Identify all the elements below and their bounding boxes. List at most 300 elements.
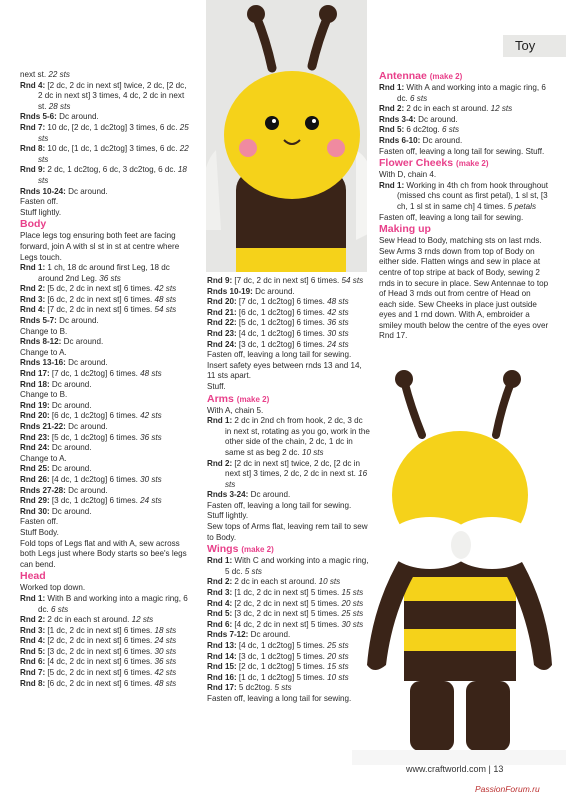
pattern-text (207, 522, 370, 543)
round-label: Rnd 1: (20, 263, 46, 273)
pattern-round (207, 652, 370, 663)
round-label: Rnd 2: (20, 284, 46, 294)
round-label: Rnds 7-12: (207, 630, 249, 640)
round-instruction: Fasten off, leaving a long tail for sewing. Insert safety eyes between rnds 13 and 14, 11 sts apart. (207, 350, 362, 381)
round-instruction: [6 dc, 2 dc in next st] 6 times. (45, 294, 155, 304)
stitch-count: 12 sts (131, 615, 154, 625)
stitch-count: 6 sts (410, 93, 428, 103)
stitch-count: 5 sts (274, 683, 292, 693)
round-instruction: 2 dc in 2nd ch from hook, 2 dc, 3 dc in next st, rotating as you go, work in the other side of the chain, 2 dc, 1 dc in same st as beg 2 dc. (225, 416, 370, 457)
pattern-round (207, 276, 370, 287)
round-instruction: Dc around. (49, 443, 92, 453)
stitch-count: 18 sts (38, 165, 187, 185)
stitch-count: 28 sts (48, 101, 71, 111)
round-instruction: [3 dc, 2 dc in next st] 5 times. (232, 609, 342, 619)
stitch-count: 6 sts (442, 125, 460, 135)
round-instruction: Sew tops of Arms flat, leaving rem tail to sew to Body. (207, 522, 368, 542)
round-label: Rnd 1: (207, 556, 233, 566)
round-label: Rnd 5: (379, 125, 405, 135)
pattern-round (20, 657, 192, 668)
round-label: Rnds 6-10: (379, 135, 421, 145)
pattern-round (379, 115, 549, 126)
round-instruction: next st. (20, 70, 49, 79)
round-instruction: [2 dc, 1 dc2tog] 5 times. (236, 662, 328, 672)
round-label: Rnds 10-24: (20, 186, 66, 196)
pattern-round (20, 295, 192, 306)
round-instruction: Change to A. (20, 347, 67, 357)
round-instruction: Stuff Body. (20, 527, 59, 537)
pattern-round (207, 287, 370, 298)
round-label: Rnd 17: (20, 369, 50, 379)
round-instruction: [5 dc, 1 dc2tog] 6 times. (236, 318, 328, 328)
round-label: Rnd 22: (207, 318, 237, 328)
stitch-count: 48 sts (154, 294, 177, 304)
round-instruction: 2 dc, 1 dc2tog, 6 dc, 3 dc2tog, 6 dc. (45, 165, 178, 175)
pattern-round (20, 284, 192, 295)
stitch-count: 20 sts (327, 651, 349, 661)
round-label: Rnd 23: (20, 432, 50, 442)
round-label: Rnds 21-22: (20, 422, 66, 431)
section-heading (207, 543, 370, 556)
stitch-count: 24 sts (140, 496, 162, 506)
round-instruction: Stuff. (207, 381, 226, 391)
stitch-count: 42 sts (154, 284, 177, 294)
round-label: Rnd 1: (379, 83, 405, 92)
stitch-count: 48 sts (154, 678, 177, 688)
pattern-round (20, 668, 192, 679)
round-instruction: [5 dc, 2 dc in next st] 6 times. (45, 668, 155, 678)
pattern-round (207, 662, 370, 673)
round-label: Rnd 20: (207, 297, 237, 307)
round-instruction: [4 dc, 2 dc in next st] 5 times. (232, 619, 342, 629)
stitch-count: 22 sts (38, 144, 189, 164)
heading-text: Flower Cheeks (379, 157, 454, 170)
stitch-count: 25 sts (341, 609, 364, 619)
pattern-round (20, 679, 192, 690)
round-label: Rnd 4: (20, 80, 46, 90)
pattern-round (207, 609, 370, 620)
round-label: Rnds 5-6: (20, 112, 57, 122)
pattern-round (20, 380, 192, 391)
round-instruction: Fasten off. (20, 517, 59, 527)
round-instruction: 5 dc2tog. (236, 683, 275, 693)
round-label: Rnds 27-28: (20, 485, 66, 495)
round-label: Rnd 6: (207, 619, 233, 629)
round-instruction: [7 dc, 2 dc in next st] 6 times. (45, 305, 155, 315)
round-instruction: [5 dc, 1 dc2tog] 6 times. (49, 432, 141, 442)
stitch-count: 48 sts (140, 369, 162, 379)
round-instruction: [6 dc, 1 dc2tog] 6 times. (49, 411, 141, 421)
round-label: Rnd 9: (20, 165, 46, 175)
round-instruction: Dc around. (65, 186, 108, 196)
pattern-round (20, 433, 192, 444)
round-instruction: Stuff lightly. (20, 207, 62, 217)
bee-back-photo (352, 365, 566, 765)
round-instruction: [4 dc, 2 dc in next st] 6 times. (45, 657, 155, 667)
heading-text: Making up (379, 223, 431, 236)
stitch-count: 5 sts (244, 566, 262, 576)
pattern-round (379, 136, 549, 147)
round-instruction: Fasten off, leaving a long tail for sewing. (207, 693, 352, 703)
round-instruction: 2 dc in each st around. (45, 615, 132, 625)
pattern-round (20, 636, 192, 647)
pattern-text (20, 327, 192, 338)
pattern-round (207, 329, 370, 340)
round-label: Rnds 5-7: (20, 316, 57, 326)
round-instruction: [2 dc, 2 dc in next st] 5 times. (232, 598, 342, 608)
round-label: Rnd 2: (20, 615, 46, 625)
stitch-count: 22 sts (48, 70, 70, 79)
pattern-round (207, 673, 370, 684)
stitch-count: 30 sts (341, 619, 364, 629)
pattern-round (207, 318, 370, 329)
pattern-round (20, 443, 192, 454)
pattern-round (20, 305, 192, 316)
stitch-count: 10 sts (301, 447, 324, 457)
round-instruction: [6 dc, 2 dc in next st] 6 times. (45, 678, 155, 688)
pattern-round (20, 411, 192, 422)
round-label: Rnd 8: (20, 144, 46, 154)
pattern-text (20, 454, 192, 465)
pattern-text (20, 208, 192, 219)
round-instruction: Working in 4th ch from hook throughout (missed chs count as first petal), 1 sl st, [3 ch, 1 sl st in same ch] 4 times. (397, 180, 549, 211)
heading-text: Wings (207, 543, 239, 556)
watermark: PassionForum.ru (475, 784, 540, 794)
round-instruction: Fold tops of Legs flat and with A, sew across both Legs just where Body starts so bee's legs can bend. (20, 538, 187, 569)
round-instruction: Dc around. (65, 358, 108, 368)
stitch-count: 10 sts (327, 672, 349, 682)
pattern-text (207, 694, 370, 705)
round-instruction: With D, chain 4. (379, 170, 437, 180)
round-instruction: Dc around. (49, 506, 92, 516)
pattern-text (207, 501, 370, 512)
round-label: Rnd 2: (207, 577, 233, 587)
heading-text: Arms (207, 392, 234, 405)
stitch-count: 24 sts (327, 339, 349, 349)
round-label: Rnd 8: (20, 678, 46, 688)
pattern-round (20, 594, 192, 615)
round-instruction: Stuff lightly. (207, 511, 249, 521)
stitch-count: 12 sts (490, 104, 513, 114)
pattern-round (20, 496, 192, 507)
pattern-text (20, 70, 192, 81)
stitch-count: 24 sts (154, 636, 177, 646)
pattern-round (20, 187, 192, 198)
round-label: Rnd 17: (207, 683, 237, 693)
pattern-round (20, 615, 192, 626)
round-label: Rnd 2: (207, 458, 233, 468)
round-label: Rnd 1: (207, 416, 233, 426)
round-label: Rnd 29: (20, 496, 50, 506)
round-instruction: [3 dc, 1 dc2tog] 5 times. (236, 651, 328, 661)
round-instruction: [3 dc, 1 dc2tog] 6 times. (49, 496, 141, 506)
pattern-round (207, 556, 370, 577)
bee-face-photo (206, 0, 367, 272)
stitch-count: 25 sts (38, 122, 189, 143)
stitch-count: 30 sts (154, 646, 177, 656)
pattern-text (20, 539, 192, 571)
pattern-round (207, 588, 370, 599)
pattern-text (20, 583, 192, 594)
round-instruction: Change to A. (20, 453, 67, 463)
pattern-round (20, 369, 192, 380)
round-instruction: With A and working into a magic ring, 6 dc. (397, 83, 546, 103)
stitch-count: 42 sts (140, 411, 162, 421)
pattern-text (379, 147, 549, 158)
make-count: (make 2) (241, 545, 274, 555)
round-label: Rnd 3: (20, 625, 46, 635)
round-instruction: [6 dc, 1 dc2tog] 6 times. (236, 307, 328, 317)
pattern-round (20, 358, 192, 369)
round-instruction: [4 dc, 1 dc2tog] 5 times. (236, 641, 328, 650)
round-label: Rnd 19: (20, 400, 50, 410)
stitch-count: 36 sts (154, 657, 177, 667)
pattern-round (20, 464, 192, 475)
column-1 (20, 70, 192, 689)
pattern-text (20, 517, 192, 528)
pattern-round (20, 337, 192, 348)
heading-text: Head (20, 570, 46, 583)
round-instruction: Fasten off, leaving a long tail for sewing. (379, 212, 524, 222)
stitch-count: 15 sts (327, 662, 349, 672)
stitch-count: 10 sts (318, 577, 341, 587)
round-label: Rnd 20: (20, 411, 50, 421)
pattern-round (20, 316, 192, 327)
round-label: Rnd 1: (379, 180, 405, 190)
pattern-round (20, 647, 192, 658)
stitch-count: 54 sts (341, 276, 364, 285)
stitch-count: 5 petals (507, 201, 537, 211)
round-label: Rnds 13-16: (20, 358, 66, 368)
round-instruction: 10 dc, [1 dc, 1 dc2tog] 3 times, 6 dc. (45, 144, 180, 154)
stitch-count: 36 sts (99, 273, 121, 283)
heading-text: Antennae (379, 70, 427, 82)
round-label: Rnds 10-19: (207, 286, 253, 296)
round-instruction: Dc around. (49, 400, 92, 410)
round-instruction: Change to B. (20, 326, 68, 336)
round-instruction: Dc around. (248, 490, 291, 500)
pattern-round (379, 181, 549, 213)
round-instruction: Dc around. (56, 316, 99, 326)
section-heading (379, 157, 549, 170)
pattern-round (207, 308, 370, 319)
stitch-count: 48 sts (327, 297, 349, 307)
round-instruction: [7 dc, 2 dc in next st] 6 times. (232, 276, 342, 285)
round-instruction: Sew Head to Body, matching sts on last rnds. Sew Arms 3 rnds down from top of Body on either side. Flatten wings and sew in place at centre of top stripe at back of Body, sewing 2 rnds in to secure in place. Sew Antennae to top of Head 3 rnds out from centre of Head on each side. Sew Cheeks in place just outside eyes and 1 rnd down. With A, embroider a smiley mouth below the centre of the eyes over Rnd 17. (379, 236, 549, 341)
round-label: Rnd 5: (207, 609, 233, 619)
pattern-round (207, 416, 370, 458)
stitch-count: 20 sts (341, 598, 364, 608)
round-label: Rnds 3-4: (379, 114, 416, 124)
pattern-round (20, 401, 192, 412)
stitch-count: 42 sts (327, 307, 349, 317)
round-instruction: [3 dc, 2 dc in next st] 6 times. (45, 646, 155, 656)
round-instruction: [5 dc, 2 dc in next st] 6 times. (45, 284, 155, 294)
pattern-text (379, 170, 549, 181)
pattern-round (379, 83, 549, 104)
round-instruction: [1 dc, 1 dc2tog] 5 times. (236, 672, 328, 682)
pattern-round (20, 123, 192, 144)
pattern-text (207, 406, 370, 417)
round-instruction: Change to B. (20, 390, 68, 400)
round-instruction: Dc around. (415, 114, 458, 124)
section-tab: Toy (503, 35, 566, 57)
stitch-count: 25 sts (327, 641, 349, 650)
round-label: Rnd 2: (379, 104, 405, 114)
round-label: Rnd 15: (207, 662, 237, 672)
stitch-count: 16 sts (225, 469, 368, 489)
pattern-round (207, 683, 370, 694)
stitch-count: 54 sts (154, 305, 177, 315)
section-heading (207, 393, 370, 406)
pattern-round (207, 297, 370, 308)
round-instruction: 6 dc2tog. (404, 125, 442, 135)
round-instruction: [7 dc, 1 dc2tog] 6 times. (236, 297, 328, 307)
pattern-round (20, 486, 192, 497)
round-instruction: 10 dc, [2 dc, 1 dc2tog] 3 times, 6 dc. (45, 122, 180, 132)
round-label: Rnd 4: (20, 305, 46, 315)
round-instruction: Dc around. (56, 112, 99, 122)
round-instruction: With A, chain 5. (207, 405, 264, 415)
round-instruction: With C and working into a magic ring, 5 dc. (225, 556, 369, 576)
pattern-round (20, 475, 192, 486)
pattern-round (207, 490, 370, 501)
round-instruction: [1 dc, 2 dc in next st] 6 times. (45, 625, 155, 635)
round-instruction: Dc around. (61, 337, 104, 347)
round-label: Rnd 26: (20, 474, 50, 484)
pattern-round (207, 340, 370, 351)
round-instruction: [4 dc, 1 dc2tog] 6 times. (236, 328, 328, 338)
round-instruction: Dc around. (420, 135, 463, 145)
stitch-count: 18 sts (154, 625, 177, 635)
pattern-text (20, 197, 192, 208)
round-label: Rnd 21: (207, 307, 237, 317)
pattern-text (207, 350, 370, 382)
pattern-round (207, 630, 370, 641)
pattern-text (20, 231, 192, 263)
round-instruction: 2 dc in each st around. (404, 104, 491, 114)
round-instruction: [3 dc, 1 dc2tog] 6 times. (236, 339, 328, 349)
round-label: Rnd 3: (207, 588, 233, 598)
round-instruction: [1 dc, 2 dc in next st] 5 times. (232, 588, 342, 598)
pattern-text (20, 348, 192, 359)
round-label: Rnd 16: (207, 672, 237, 682)
round-label: Rnd 9: (207, 276, 233, 285)
round-instruction: Fasten off, leaving a long tail for sewing. Stuff. (379, 146, 545, 156)
round-instruction: Dc around. (65, 485, 108, 495)
pattern-round (379, 104, 549, 115)
round-label: Rnds 3-24: (207, 490, 249, 500)
round-instruction: Dc around. (252, 286, 295, 296)
round-instruction: 1 ch, 18 dc around first Leg, 18 dc around 2nd Leg. (38, 263, 170, 283)
round-instruction: With B and working into a magic ring, 6 dc. (38, 593, 188, 614)
round-label: Rnds 8-12: (20, 337, 62, 347)
pattern-round (207, 577, 370, 588)
round-label: Rnd 24: (207, 339, 237, 349)
pattern-round (20, 422, 192, 433)
round-instruction: Fasten off. (20, 197, 59, 207)
page-footer: www.craftworld.com | 13 (406, 764, 504, 774)
section-heading (20, 218, 192, 231)
pattern-text (20, 390, 192, 401)
pattern-round (20, 263, 192, 284)
pattern-round (207, 459, 370, 491)
round-label: Rnd 7: (20, 122, 46, 132)
stitch-count: 36 sts (327, 318, 349, 328)
pattern-text (207, 382, 370, 393)
stitch-count: 36 sts (140, 432, 162, 442)
stitch-count: 15 sts (341, 588, 364, 598)
stitch-count: 30 sts (327, 328, 349, 338)
round-instruction: Dc around. (65, 422, 108, 431)
round-label: Rnd 1: (20, 593, 46, 603)
round-label: Rnd 24: (20, 443, 50, 453)
column-2 (207, 276, 370, 705)
round-label: Rnd 5: (20, 646, 46, 656)
pattern-round (20, 507, 192, 518)
section-heading (379, 70, 549, 83)
round-instruction: Dc around. (49, 464, 92, 474)
round-label: Rnd 6: (20, 657, 46, 667)
round-label: Rnd 4: (20, 636, 46, 646)
round-label: Rnd 3: (20, 294, 46, 304)
pattern-text (207, 511, 370, 522)
section-heading (20, 570, 192, 583)
round-label: Rnd 30: (20, 506, 50, 516)
round-label: Rnd 4: (207, 598, 233, 608)
make-count: (make 2) (236, 394, 270, 404)
make-count: (make 2) (429, 72, 463, 81)
round-instruction: [7 dc, 1 dc2tog] 6 times. (49, 369, 141, 379)
round-instruction: [2 dc in next st] twice, 2 dc, [2 dc in next st] 3 times, 2 dc, 2 dc in next st. (225, 458, 360, 479)
column-3 (379, 70, 549, 342)
pattern-round (20, 165, 192, 186)
pattern-round (207, 599, 370, 610)
round-instruction: Place legs tog ensuring both feet are facing forward, join A with sl st in st at centre where Legs touch. (20, 231, 180, 262)
round-instruction: [4 dc, 1 dc2tog] 6 times. (49, 474, 141, 484)
pattern-text (20, 528, 192, 539)
round-instruction: [2 dc, 2 dc in next st] 6 times. (45, 636, 155, 646)
pattern-text (379, 213, 549, 224)
stitch-count: 6 sts (51, 604, 69, 614)
round-label: Rnd 25: (20, 464, 50, 474)
round-instruction: 2 dc in each st around. (232, 577, 319, 587)
round-label: Rnd 18: (20, 379, 50, 389)
pattern-round (207, 620, 370, 631)
stitch-count: 42 sts (154, 668, 177, 678)
make-count: (make 2) (456, 159, 489, 169)
pattern-round (20, 144, 192, 165)
round-instruction: Dc around. (49, 379, 92, 389)
section-heading (379, 223, 549, 236)
pattern-round (20, 626, 192, 637)
pattern-round (20, 81, 192, 113)
round-instruction: Fasten off, leaving a long tail for sewing. (207, 500, 352, 510)
round-instruction: Worked top down. (20, 583, 86, 593)
round-label: Rnd 14: (207, 651, 237, 661)
round-label: Rnd 23: (207, 328, 237, 338)
pattern-text (379, 236, 549, 342)
round-label: Rnd 13: (207, 641, 237, 650)
round-instruction: Dc around. (248, 630, 291, 640)
heading-text: Body (20, 218, 47, 231)
pattern-round (20, 112, 192, 123)
pattern-round (207, 641, 370, 652)
round-label: Rnd 7: (20, 668, 46, 678)
pattern-round (379, 125, 549, 136)
round-instruction: [2 dc, 2 dc in next st] twice, 2 dc, [2 dc, 2 dc in next st] 3 times, 4 dc, 2 dc in next st. (38, 80, 187, 111)
stitch-count: 30 sts (140, 474, 162, 484)
